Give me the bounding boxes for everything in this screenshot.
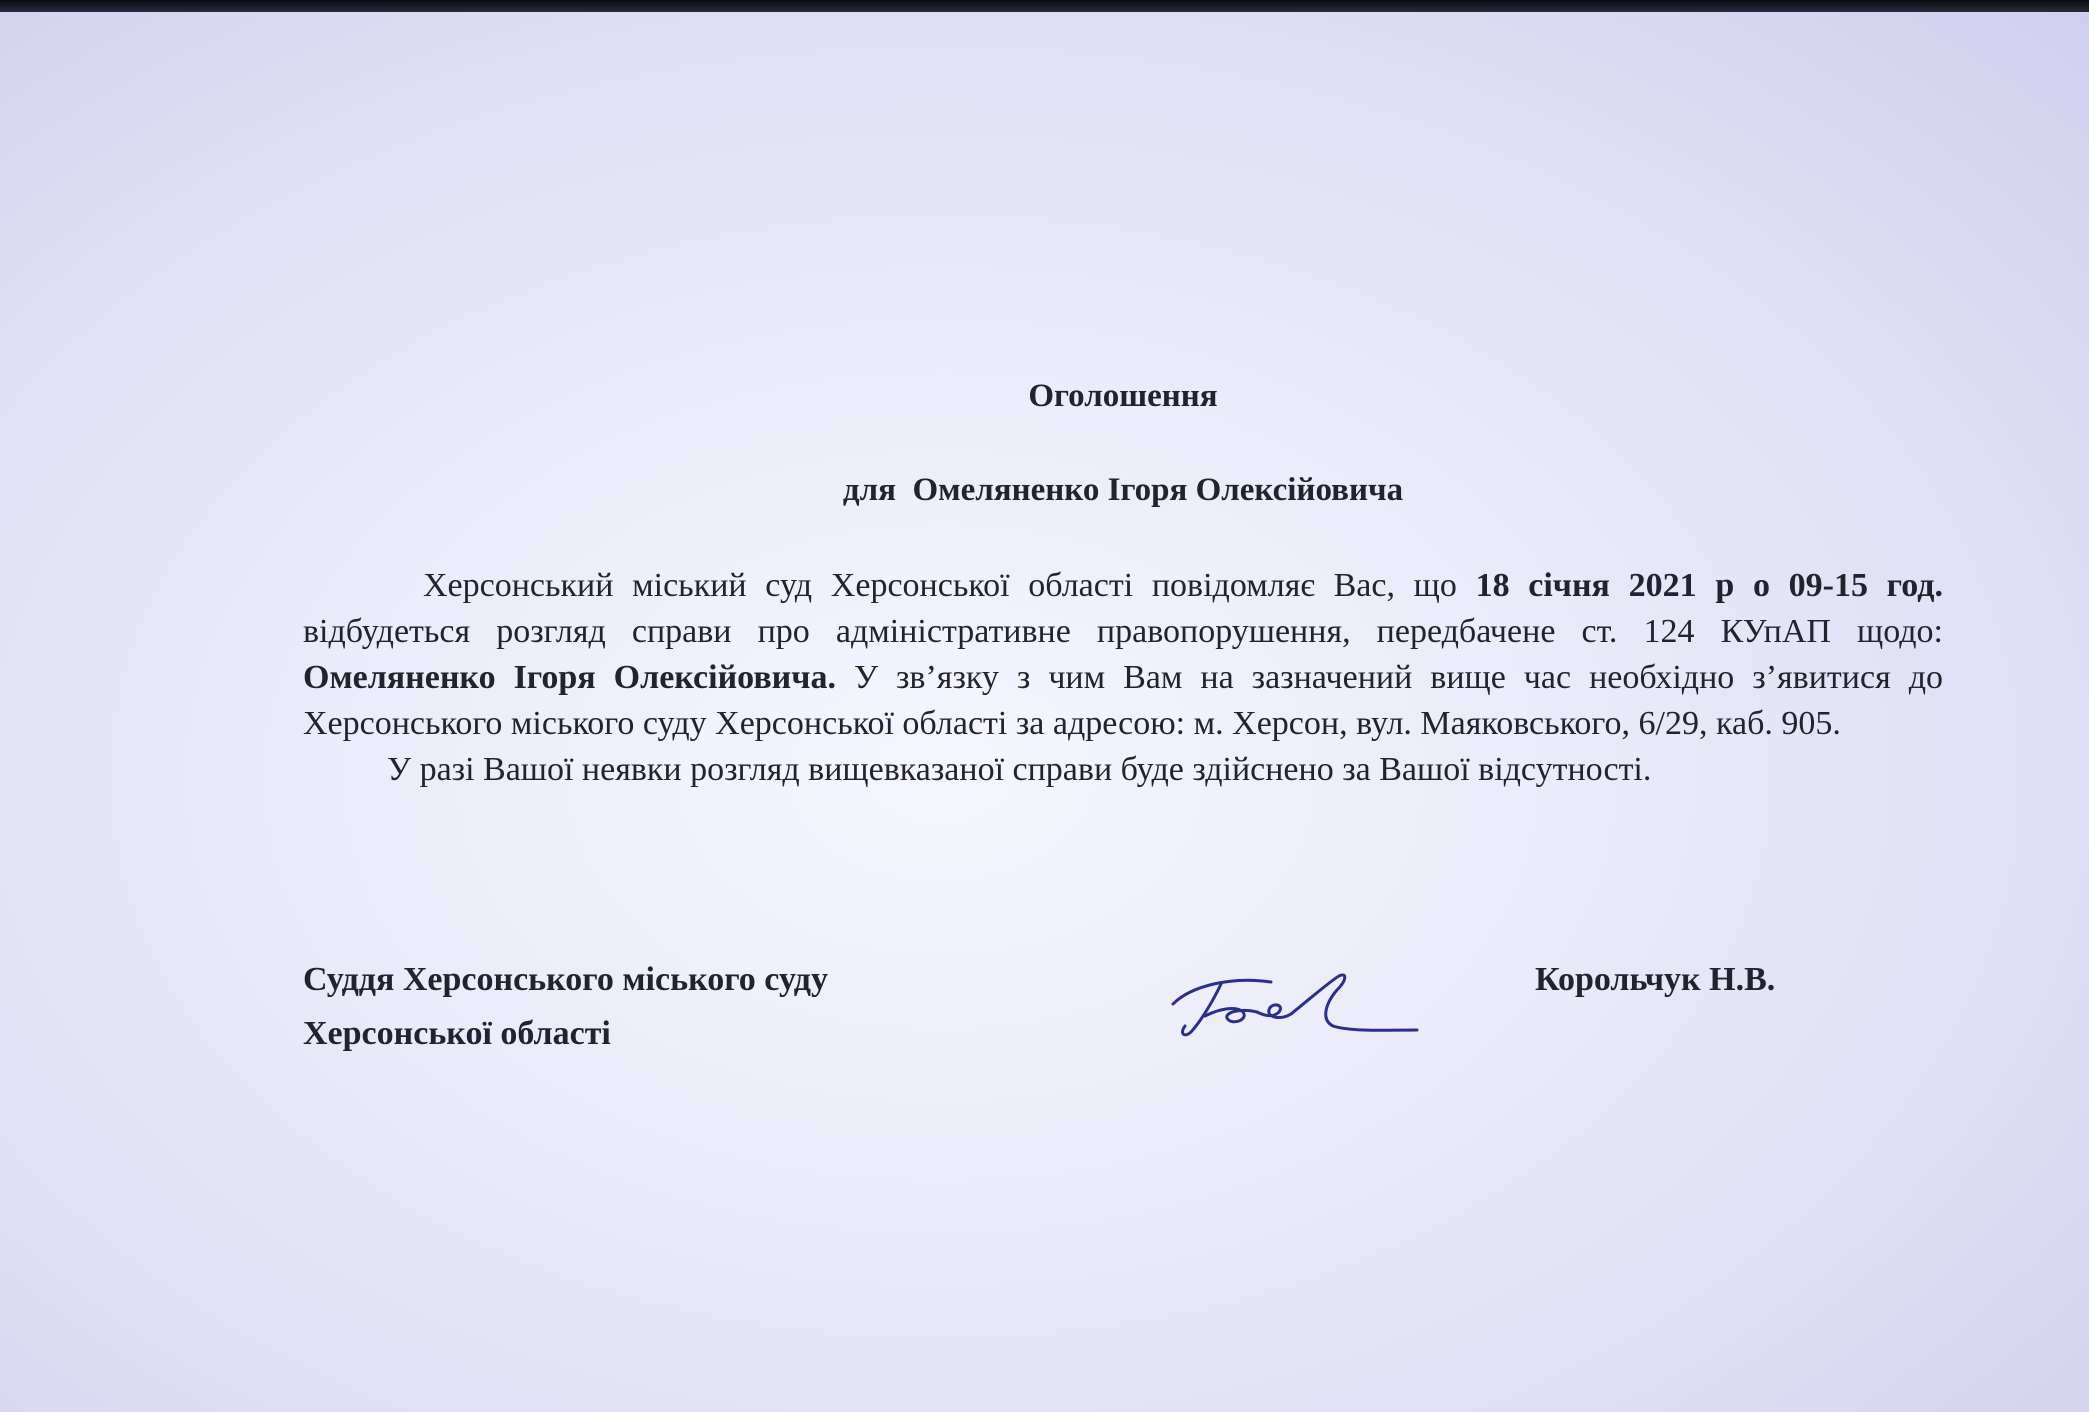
judge-name: Корольчук Н.В. [1535, 961, 1776, 998]
handwritten-signature [1161, 946, 1421, 1056]
paragraph-1-text-b: відбудеться розгляд справи про адміністративне правопорушення, передбачене ст. 124 КУпАП щодо: [303, 613, 1943, 650]
judge-position-line-1: Суддя Херсонського міського суду [303, 961, 829, 998]
judge-position [303, 953, 828, 1061]
notice-paragraph-2: У разі Вашої неявки розгляд вищевказаної справи буде здійснено за Вашої відсутності. [387, 751, 1652, 788]
notice-addressee: для Омеляненко Ігоря Олексійовича [842, 472, 1404, 508]
notice-body [303, 563, 1943, 793]
paragraph-1-text-a: Херсонський міський суд Херсонської області повідомляє Вас, що [423, 567, 1476, 604]
defendant-name: Омеляненко Ігоря Олексійовича. [303, 659, 836, 696]
hearing-date-time: 18 січня 2021 р о 09-15 год. [1475, 567, 1943, 604]
notice-paragraph-1 [303, 563, 1943, 747]
dark-top-edge [0, 0, 2089, 12]
judge-position-line-2: Херсонської області [303, 1015, 611, 1052]
notice-title: Оголошення [1028, 378, 1218, 414]
paragraph-1-text-c: У зв’язку з чим Вам на зазначений вище час необхідно з’явитися до Херсонського міського суду Херсонської області за адресою: м. Херсон, вул. Маяковського, 6/29, каб. 905. [303, 659, 1943, 742]
